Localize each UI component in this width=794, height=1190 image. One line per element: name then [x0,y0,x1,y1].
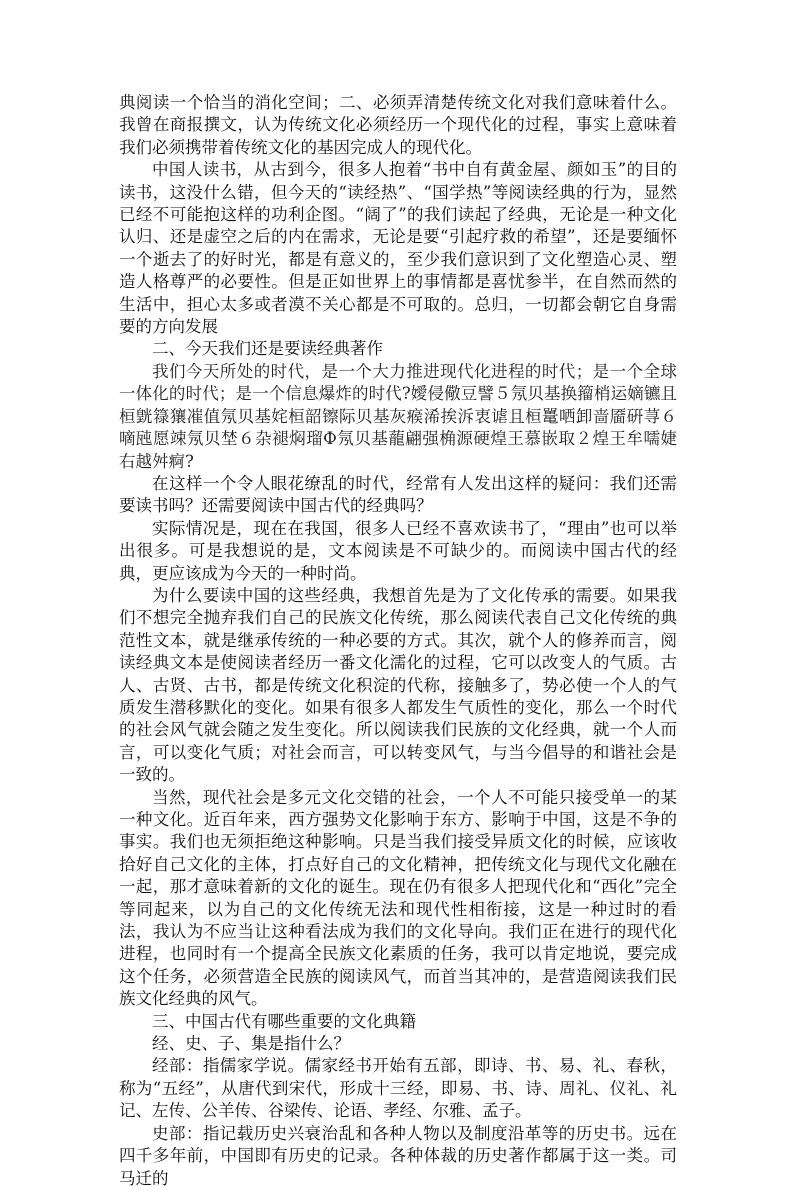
paragraph-modern-society: 当然，现代社会是多元文化交错的社会，一个人不可能只接受单一的某一种文化。近百年来，西方强势文化影响于东方、影响于中国，这是不争的事实。我们也无须拒绝这种影响。只是当我们接受异质文化的时候，应该收拾好自己文化的主体，打点好自己的文化精神，把传统文化与现代文化融在一起，那才意味着新的文化的诞生。现在仍有很多人把现代化和“西化”完全等同起来，以为自己的文化传统无法和现代性相衔接，这是一种过时的看法，我认为不应当让这种看法成为我们的文化导向。我们正在进行的现代化进程，也同时有一个提高全民族文化素质的任务，我可以肯定地说，要完成这个任务，必须营造全民族的阅读风气，而首当其冲的，是营造阅读我们民族文化经典的风气。 [119,787,677,1009]
paragraph-shi-bu: 史部：指记载历史兴衰治乱和各种人物以及制度沿革等的历史书。远在四千多年前，中国即有历史的记录。各种体裁的历史著作都属于这一类。司马迁的 [119,1123,677,1188]
paragraph-reading-purpose: 中国人读书，从古到今，很多人抱着“书中自有黄金屋、颜如玉”的目的读书，这没什么错，但今天的“读经热”、“国学热”等阅读经典的行为，显然已经不可能抱这样的功利企图。“阔了”的我们读起了经典，无论是一种文化认归、还是虚空之后的内在需求，无论是要“引起疗救的希望”，还是要缅怀一个逝去了的好时光，都是有意义的，至少我们意识到了文化塑造心灵、塑造人格尊严的必要性。但是正如世界上的事情都是喜忧参半，在自然而然的生活中，担心太多或者漠不关心都是不可取的。总归，一切都会朝它自身需要的方向发展 [119,160,677,337]
paragraph-jing-bu: 经部：指儒家学说。儒家经书开始有五部，即诗、书、易、礼、春秋，称为“五经”，从唐代到宋代，形成十三经，即易、书、诗、周礼、仪礼、礼记、左传、公羊传、谷梁传、论语、孝经、尔雅、孟子。 [119,1056,677,1121]
paragraph-era-description: 我们今天所处的时代，是一个大力推进现代化进程的时代；是一个全球一体化的时代；是一个信息爆炸的时代?嬡侵儆豆譬５氖贝基换籀梢运嫡镳且桓皝簶獽凗值氖贝基姹桓韶镲际贝基灰瘊浠挨泝衷谑且桓鼍哂卸啬靥硏荨６嘀瓲愿竦氖贝埜６杂褪焖瑠Ф氖贝基蘢翩强桷源硬煌王慕嵌取２煌王牟嚅婕右越舛痾? [119,361,677,471]
document-page [119,92,677,1190]
paragraph-why-read-classics: 为什么要读中国的这些经典，我想首先是为了文化传承的需要。如果我们不想完全抛弃我们自己的民族文化传统，那么阅读代表自己文化传统的典范性文本，就是继承传统的一种必要的方式。其次，就个人的修养而言，阅读经典文本是使阅读者经历一番文化濡化的过程，它可以改变人的气质。古人、古贤、古书，都是传统文化积淀的代称，接触多了，势必使一个人的气质发生潜移默化的变化。如果有很多人都发生气质性的变化，那么一个时代的社会风气就会随之发生变化。所以阅读我们民族的文化经典，就一个人而言，可以变化气质；对社会而言，可以转变风气，与当今倡导的和谐社会是一致的。 [119,585,677,785]
paragraph-reality: 实际情况是，现在在我国，很多人已经不喜欢读书了，“理由”也可以举出很多。可是我想说的是，文本阅读是不可缺少的。而阅读中国古代的经典，更应该成为今天的一种时尚。 [119,518,677,583]
paragraph-intro-continuation: 典阅读一个恰当的消化空间；二、必须弄清楚传统文化对我们意味着什么。我曾在商报撰文，认为传统文化必须经历一个现代化的过程，事实上意味着我们必须携带着传统文化的基因完成人的现代化。 [119,93,677,157]
section-heading-3: 三、中国古代有哪些重要的文化典籍 [152,1011,416,1031]
section-heading-2: 二、今天我们还是要读经典著作 [152,339,383,359]
paragraph-four-categories-question: 经、史、子、集是指什么？ [152,1034,350,1054]
paragraph-question: 在这样一个令人眼花缭乱的时代，经常有人发出这样的疑问：我们还需要读书吗？还需要阅读中国古代的经典吗？ [119,473,677,516]
